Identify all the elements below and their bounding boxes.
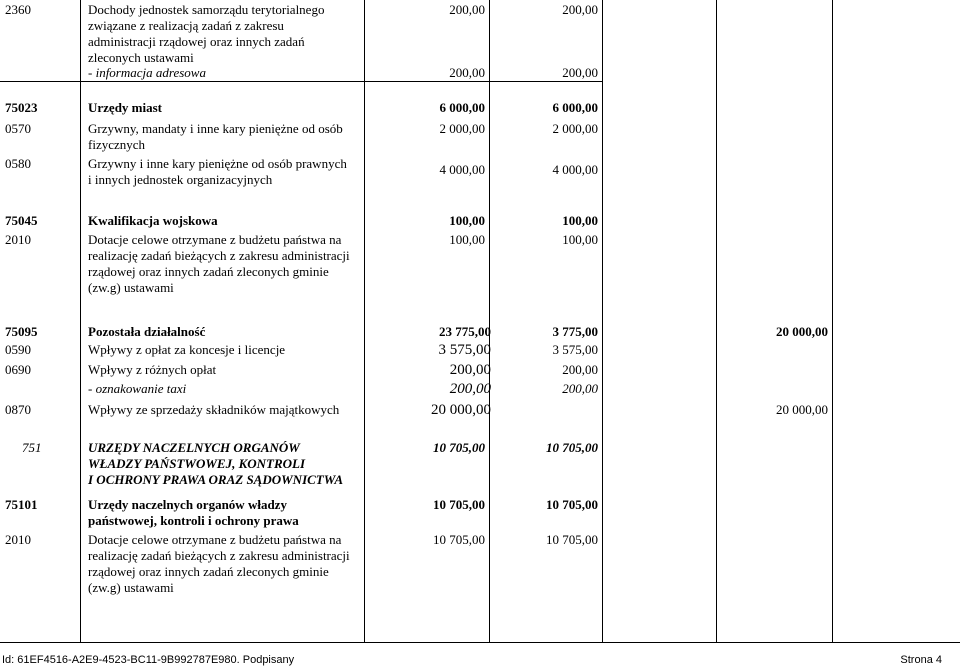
grid-line [364,0,365,642]
row-current-value: 3 775,00 [552,324,598,339]
grid-line [832,0,833,642]
grid-line [602,0,603,642]
row-plan-value: 200,00 [449,65,485,80]
row-plan-value: 6 000,00 [439,100,485,115]
row-code: 0570 [5,121,31,136]
row-current-value: 10 705,00 [546,532,598,547]
row-plan-value: 200,00 [449,381,491,397]
footer-rule [0,642,960,643]
page-number: Strona 4 [900,654,942,666]
row-plan-value: 23 775,00 [439,324,491,339]
row-description-line: fizycznych [88,137,146,152]
row-description-line: (zw.g) ustawami [88,280,174,295]
row-code: 0580 [5,156,31,171]
grid-line [489,0,490,642]
row-plan-value: 10 705,00 [433,532,485,547]
row-plan-value: 2 000,00 [439,121,485,136]
row-description-line: Grzywny, mandaty i inne kary pieniężne od osób [88,121,343,136]
grid-line [80,0,81,642]
row-description-line: związane z realizacją zadań z zakresu [88,18,284,33]
row-plan-value: 100,00 [449,213,485,228]
row-code: 2010 [5,532,31,547]
row-code: 75095 [5,324,38,339]
row-description-line: (zw.g) ustawami [88,580,174,595]
row-description-line: rządowej oraz innych zadań zleconych gminie [88,264,329,279]
row-description-line: zleconych ustawami [88,50,194,65]
row-current-value: 3 575,00 [552,342,598,357]
row-separator [0,81,602,82]
row-description-line: Dotacje celowe otrzymane z budżetu państwa na [88,232,342,247]
row-description-line: - oznakowanie taxi [88,381,187,396]
row-description-line: realizację zadań bieżących z zakresu administracji [88,548,350,563]
row-current-value: 6 000,00 [552,100,598,115]
row-current-value: 200,00 [562,362,598,377]
row-description-line: rządowej oraz innych zadań zleconych gminie [88,564,329,579]
row-description-line: Pozostała działalność [88,324,206,339]
row-plan-value: 10 705,00 [433,440,485,455]
row-property-value: 20 000,00 [776,324,828,339]
row-code: 2360 [5,2,31,17]
row-current-value: 2 000,00 [552,121,598,136]
row-description-line: i innych jednostek organizacyjnych [88,172,273,187]
row-description-line: Urzędy miast [88,100,163,115]
row-current-value: 200,00 [562,2,598,17]
row-description-line: administracji rządowej oraz innych zadań [88,34,305,49]
row-current-value: 100,00 [562,232,598,247]
row-plan-value: 20 000,00 [431,402,491,418]
row-code: 0870 [5,402,31,417]
row-plan-value: 200,00 [449,362,491,378]
row-description-line: - informacja adresowa [88,65,206,80]
row-plan-value: 10 705,00 [433,497,485,512]
row-description-line: Kwalifikacja wojskowa [88,213,218,228]
row-description-line: realizację zadań bieżących z zakresu administracji [88,248,350,263]
row-current-value: 100,00 [562,213,598,228]
row-current-value: 200,00 [562,381,598,396]
row-current-value: 4 000,00 [552,162,598,177]
row-description-line: I OCHRONY PRAWA ORAZ SĄDOWNICTWA [88,472,344,487]
row-plan-value: 3 575,00 [438,342,491,358]
row-code: 75023 [5,100,38,115]
grid-line [716,0,717,642]
document-id: Id: 61EF4516-A2E9-4523-BC11-9B992787E980. Podpisany [2,654,295,666]
row-plan-value: 4 000,00 [439,162,485,177]
row-description-line: Dotacje celowe otrzymane z budżetu państwa na [88,532,342,547]
row-description-line: państwowej, kontroli i ochrony prawa [88,513,299,528]
row-current-value: 10 705,00 [546,440,598,455]
row-plan-value: 100,00 [449,232,485,247]
row-property-value: 20 000,00 [776,402,828,417]
row-code: 75101 [5,497,38,512]
row-code: 751 [22,440,42,455]
row-description-line: Urzędy naczelnych organów władzy [88,497,287,512]
row-description-line: URZĘDY NACZELNYCH ORGANÓW [88,440,300,455]
row-plan-value: 200,00 [449,2,485,17]
row-code: 0590 [5,342,31,357]
row-description-line: WŁADZY PAŃSTWOWEJ, KONTROLI [88,456,306,471]
row-description-line: Grzywny i inne kary pieniężne od osób prawnych [88,156,347,171]
row-current-value: 10 705,00 [546,497,598,512]
row-code: 75045 [5,213,38,228]
row-description-line: Wpływy z opłat za koncesje i licencje [88,342,286,357]
row-description-line: Wpływy ze sprzedaży składników majątkowych [88,402,340,417]
row-code: 0690 [5,362,31,377]
row-description-line: Dochody jednostek samorządu terytorialnego [88,2,325,17]
row-code: 2010 [5,232,31,247]
row-description-line: Wpływy z różnych opłat [88,362,217,377]
row-current-value: 200,00 [562,65,598,80]
